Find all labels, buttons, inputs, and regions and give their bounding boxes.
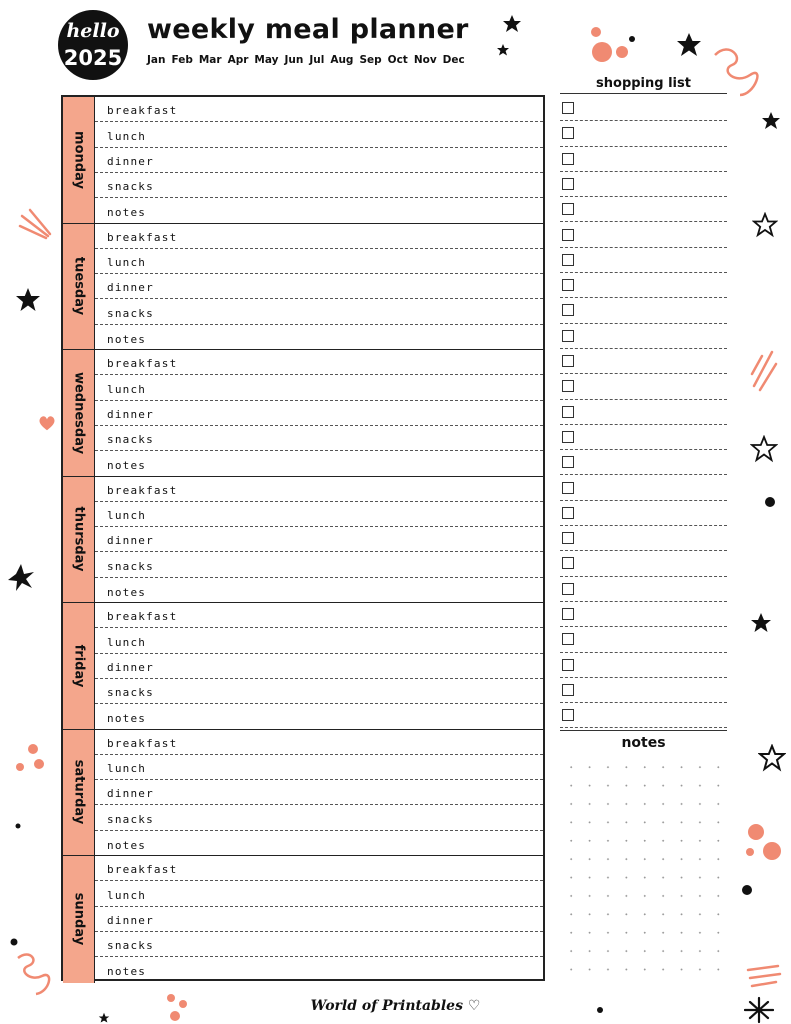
day-label-tab bbox=[63, 603, 95, 729]
meal-label: dinner bbox=[107, 787, 154, 801]
meal-label: lunch bbox=[107, 888, 147, 902]
dot-icon bbox=[596, 1006, 604, 1014]
checkbox[interactable] bbox=[562, 709, 574, 721]
meal-row-breakfast[interactable] bbox=[95, 603, 543, 628]
checkbox[interactable] bbox=[562, 279, 574, 291]
month-feb[interactable]: Feb bbox=[171, 54, 193, 66]
day-label: tuesday bbox=[71, 257, 86, 316]
star-burst-icon bbox=[744, 996, 774, 1024]
meal-label: notes bbox=[107, 712, 147, 726]
shopping-item-row[interactable] bbox=[560, 476, 727, 501]
meal-label: dinner bbox=[107, 154, 154, 168]
heart-icon bbox=[38, 414, 56, 432]
day-block-wednesday bbox=[63, 350, 543, 477]
meal-row-dinner[interactable] bbox=[95, 401, 543, 426]
shopping-item-row[interactable] bbox=[560, 627, 727, 652]
meal-row-snacks[interactable] bbox=[95, 299, 543, 324]
shopping-item-row[interactable] bbox=[560, 223, 727, 248]
shopping-item-row[interactable] bbox=[560, 653, 727, 678]
meal-row-notes[interactable] bbox=[95, 957, 543, 982]
day-block-saturday bbox=[63, 730, 543, 857]
dot-icon bbox=[741, 884, 753, 896]
meal-label: notes bbox=[107, 838, 147, 852]
footer-brand: World of Printables ♡ bbox=[310, 998, 481, 1014]
meal-row-snacks[interactable] bbox=[95, 173, 543, 198]
month-aug[interactable]: Aug bbox=[330, 54, 354, 66]
shopping-item-row[interactable] bbox=[560, 551, 727, 576]
meal-row-breakfast[interactable] bbox=[95, 477, 543, 502]
meal-row-breakfast[interactable] bbox=[95, 856, 543, 881]
meal-row-dinner[interactable] bbox=[95, 780, 543, 805]
meal-label: dinner bbox=[107, 660, 154, 674]
meal-row-dinner[interactable] bbox=[95, 907, 543, 932]
day-label: friday bbox=[71, 644, 86, 688]
checkbox[interactable] bbox=[562, 304, 574, 316]
meal-row-notes[interactable] bbox=[95, 578, 543, 603]
meal-label: dinner bbox=[107, 913, 154, 927]
meal-label: snacks bbox=[107, 433, 154, 447]
day-label: wednesday bbox=[71, 371, 86, 454]
shopping-item-row[interactable] bbox=[560, 96, 727, 121]
meal-label: lunch bbox=[107, 256, 147, 270]
meal-row-notes[interactable] bbox=[95, 198, 543, 223]
day-label: sunday bbox=[71, 893, 86, 946]
meal-label: notes bbox=[107, 459, 147, 473]
meal-row-lunch[interactable] bbox=[95, 375, 543, 400]
page-title: weekly meal planner bbox=[147, 14, 469, 45]
day-label-tab bbox=[63, 224, 95, 350]
meal-row-dinner[interactable] bbox=[95, 527, 543, 552]
hello-2025-badge bbox=[58, 10, 128, 80]
meal-row-notes[interactable] bbox=[95, 451, 543, 476]
day-label-tab bbox=[63, 730, 95, 856]
meal-row-lunch[interactable] bbox=[95, 755, 543, 780]
coral-dots-icon bbox=[586, 26, 646, 66]
month-sep[interactable]: Sep bbox=[359, 54, 382, 66]
meal-row-breakfast[interactable] bbox=[95, 730, 543, 755]
meal-label: breakfast bbox=[107, 610, 178, 624]
meal-label: lunch bbox=[107, 635, 147, 649]
meal-row-notes[interactable] bbox=[95, 704, 543, 729]
checkbox[interactable] bbox=[562, 102, 574, 114]
meal-label: snacks bbox=[107, 180, 154, 194]
checkbox[interactable] bbox=[562, 330, 574, 342]
meal-row-lunch[interactable] bbox=[95, 628, 543, 653]
sparkle-lines-icon bbox=[18, 208, 54, 242]
star-icon bbox=[750, 612, 772, 634]
checkbox[interactable] bbox=[562, 203, 574, 215]
checkbox[interactable] bbox=[562, 633, 574, 645]
meal-label: dinner bbox=[107, 281, 154, 295]
day-label: monday bbox=[71, 130, 86, 189]
day-block-tuesday bbox=[63, 224, 543, 351]
month-jan[interactable]: Jan bbox=[147, 54, 166, 66]
shopping-item-row[interactable] bbox=[560, 400, 727, 425]
meal-label: dinner bbox=[107, 407, 154, 421]
meal-row-lunch[interactable] bbox=[95, 122, 543, 147]
meal-planner-grid bbox=[61, 95, 545, 981]
month-mar[interactable]: Mar bbox=[198, 54, 222, 66]
shopping-item-row[interactable] bbox=[560, 577, 727, 602]
meal-label: notes bbox=[107, 332, 147, 346]
star-icon bbox=[674, 30, 704, 60]
meal-row-notes[interactable] bbox=[95, 831, 543, 856]
meal-row-lunch[interactable] bbox=[95, 502, 543, 527]
star-burst-icon bbox=[6, 563, 36, 593]
shopping-item-row[interactable] bbox=[560, 324, 727, 349]
shopping-item-row[interactable] bbox=[560, 425, 727, 450]
checkbox[interactable] bbox=[562, 406, 574, 418]
checkbox[interactable] bbox=[562, 532, 574, 544]
checkbox[interactable] bbox=[562, 659, 574, 671]
meal-row-breakfast[interactable] bbox=[95, 97, 543, 122]
meal-label: dinner bbox=[107, 534, 154, 548]
squiggle-icon bbox=[710, 40, 770, 100]
star-outline-icon bbox=[750, 435, 778, 463]
checkbox[interactable] bbox=[562, 153, 574, 165]
day-label-tab bbox=[63, 856, 95, 983]
day-block-sunday bbox=[63, 856, 543, 983]
meal-row-snacks[interactable] bbox=[95, 679, 543, 704]
meal-row-notes[interactable] bbox=[95, 325, 543, 350]
dot-icon bbox=[10, 938, 18, 946]
coral-dots-icon bbox=[163, 992, 193, 1024]
star-outline-icon bbox=[752, 212, 778, 238]
shopping-item-row[interactable] bbox=[560, 450, 727, 475]
month-jul[interactable]: Jul bbox=[309, 54, 325, 66]
meal-row-lunch[interactable] bbox=[95, 249, 543, 274]
checkbox[interactable] bbox=[562, 431, 574, 443]
shopping-item-row[interactable] bbox=[560, 172, 727, 197]
checkbox[interactable] bbox=[562, 482, 574, 494]
dot-icon bbox=[764, 496, 776, 508]
meal-label: snacks bbox=[107, 939, 154, 953]
checkbox[interactable] bbox=[562, 557, 574, 569]
checkbox[interactable] bbox=[562, 583, 574, 595]
month-dec[interactable]: Dec bbox=[442, 54, 465, 66]
month-may[interactable]: May bbox=[254, 54, 279, 66]
meal-label: notes bbox=[107, 206, 147, 220]
day-label-tab bbox=[63, 477, 95, 603]
meal-row-dinner[interactable] bbox=[95, 148, 543, 173]
meal-label: breakfast bbox=[107, 230, 178, 244]
meal-row-snacks[interactable] bbox=[95, 932, 543, 957]
day-label-tab bbox=[63, 97, 95, 223]
shopping-item-row[interactable] bbox=[560, 501, 727, 526]
meal-label: lunch bbox=[107, 509, 147, 523]
star-outline-icon bbox=[758, 744, 786, 772]
shopping-item-row[interactable] bbox=[560, 526, 727, 551]
checkbox[interactable] bbox=[562, 229, 574, 241]
month-jun[interactable]: Jun bbox=[284, 54, 304, 66]
shopping-item-row[interactable] bbox=[560, 298, 727, 323]
month-apr[interactable]: Apr bbox=[227, 54, 249, 66]
star-icon bbox=[760, 110, 782, 132]
shopping-list-title: shopping list bbox=[560, 76, 727, 94]
squiggle-icon bbox=[14, 948, 62, 998]
month-oct[interactable]: Oct bbox=[387, 54, 408, 66]
meal-label: breakfast bbox=[107, 483, 178, 497]
meal-label: snacks bbox=[107, 686, 154, 700]
meal-row-breakfast[interactable] bbox=[95, 224, 543, 249]
shopping-item-row[interactable] bbox=[560, 147, 727, 172]
meal-label: snacks bbox=[107, 306, 154, 320]
shopping-item-row[interactable] bbox=[560, 349, 727, 374]
checkbox[interactable] bbox=[562, 608, 574, 620]
checkbox[interactable] bbox=[562, 684, 574, 696]
meal-row-dinner[interactable] bbox=[95, 274, 543, 299]
meal-row-breakfast[interactable] bbox=[95, 350, 543, 375]
meal-label: snacks bbox=[107, 559, 154, 573]
meal-label: notes bbox=[107, 965, 147, 979]
day-label: saturday bbox=[71, 759, 86, 825]
meal-row-snacks[interactable] bbox=[95, 426, 543, 451]
shopping-item-row[interactable] bbox=[560, 273, 727, 298]
shopping-item-row[interactable] bbox=[560, 703, 727, 728]
meal-row-snacks[interactable] bbox=[95, 552, 543, 577]
month-nov[interactable]: Nov bbox=[413, 54, 437, 66]
checkbox[interactable] bbox=[562, 456, 574, 468]
day-label-tab bbox=[63, 350, 95, 476]
meal-label: breakfast bbox=[107, 104, 178, 118]
sparkle-lines-icon bbox=[746, 964, 782, 988]
moon-icon bbox=[20, 106, 50, 140]
notes-title: notes bbox=[560, 730, 727, 751]
shopping-item-row[interactable] bbox=[560, 121, 727, 146]
meal-label: snacks bbox=[107, 812, 154, 826]
shopping-item-row[interactable] bbox=[560, 602, 727, 627]
shopping-item-row[interactable] bbox=[560, 197, 727, 222]
day-block-friday bbox=[63, 603, 543, 730]
day-label: thursday bbox=[71, 506, 86, 572]
shopping-item-row[interactable] bbox=[560, 248, 727, 273]
meal-label: breakfast bbox=[107, 736, 178, 750]
badge-line1: hello bbox=[66, 20, 120, 42]
meal-row-lunch[interactable] bbox=[95, 881, 543, 906]
star-icon bbox=[96, 1012, 112, 1024]
checkbox[interactable] bbox=[562, 380, 574, 392]
day-block-monday bbox=[63, 97, 543, 224]
star-icon bbox=[14, 286, 42, 314]
meal-label: lunch bbox=[107, 762, 147, 776]
shopping-item-row[interactable] bbox=[560, 374, 727, 399]
dot-icon bbox=[15, 823, 21, 829]
checkbox[interactable] bbox=[562, 355, 574, 367]
notes-dot-grid[interactable] bbox=[562, 758, 727, 986]
meal-label: lunch bbox=[107, 382, 147, 396]
checkbox[interactable] bbox=[562, 254, 574, 266]
coral-dots-icon bbox=[744, 822, 784, 864]
checkbox[interactable] bbox=[562, 507, 574, 519]
checkbox[interactable] bbox=[562, 178, 574, 190]
badge-line2: 2025 bbox=[63, 46, 123, 70]
meal-row-snacks[interactable] bbox=[95, 805, 543, 830]
checkbox[interactable] bbox=[562, 127, 574, 139]
star-icon bbox=[500, 12, 524, 36]
sparkle-lines-icon bbox=[748, 350, 778, 392]
day-block-thursday bbox=[63, 477, 543, 604]
meal-label: breakfast bbox=[107, 863, 178, 877]
meal-row-dinner[interactable] bbox=[95, 654, 543, 679]
meal-label: notes bbox=[107, 585, 147, 599]
meal-label: lunch bbox=[107, 129, 147, 143]
shopping-item-row[interactable] bbox=[560, 678, 727, 703]
star-icon bbox=[495, 42, 511, 58]
meal-label: breakfast bbox=[107, 357, 178, 371]
month-selector bbox=[147, 54, 465, 66]
coral-dots-icon bbox=[12, 742, 48, 776]
